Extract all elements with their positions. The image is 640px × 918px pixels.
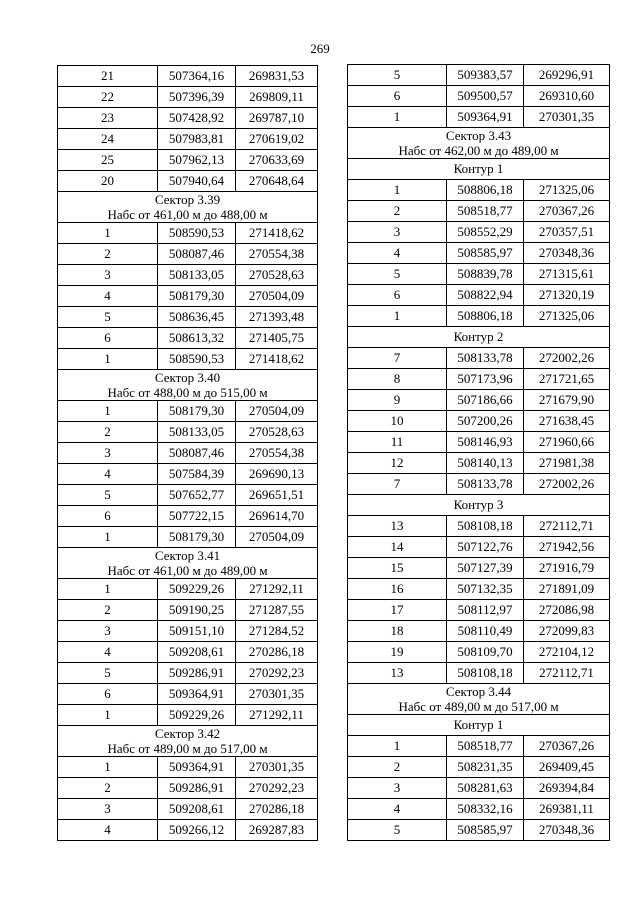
point-number-cell: 7 (348, 474, 447, 495)
x-coordinate-cell: 508179,30 (158, 401, 236, 422)
y-coordinate-cell: 272112,71 (524, 516, 610, 537)
point-number-cell: 2 (58, 422, 158, 443)
coordinate-row (348, 778, 610, 799)
x-coordinate-cell: 508518,77 (447, 736, 524, 757)
y-coordinate-cell: 270357,51 (524, 222, 610, 243)
y-coordinate-cell: 270292,23 (236, 663, 318, 684)
x-coordinate-cell: 509229,26 (158, 579, 236, 600)
x-coordinate-cell: 508839,78 (447, 264, 524, 285)
coordinate-row (348, 306, 610, 327)
point-number-cell: 21 (58, 66, 158, 87)
point-number-cell: 1 (348, 306, 447, 327)
sector-title: Сектор 3.39 (58, 192, 318, 208)
coordinate-row (58, 422, 318, 443)
point-number-cell: 1 (348, 107, 447, 128)
point-number-cell: 6 (348, 86, 447, 107)
coordinate-row (58, 307, 318, 328)
y-coordinate-cell: 271679,90 (524, 390, 610, 411)
y-coordinate-cell: 271292,11 (236, 705, 318, 726)
sector-title-row (58, 726, 318, 742)
y-coordinate-cell: 270648,64 (236, 171, 318, 192)
coordinate-row (348, 642, 610, 663)
y-coordinate-cell: 271325,06 (524, 306, 610, 327)
x-coordinate-cell: 509151,10 (158, 621, 236, 642)
coordinate-row (58, 600, 318, 621)
point-number-cell: 2 (58, 778, 158, 799)
x-coordinate-cell: 508133,78 (447, 474, 524, 495)
sector-range-row (348, 699, 610, 715)
x-coordinate-cell: 509266,12 (158, 820, 236, 841)
y-coordinate-cell: 272112,71 (524, 663, 610, 684)
sector-range: Набс от 461,00 м до 488,00 м (58, 207, 318, 223)
sector-range: Набс от 489,00 м до 517,00 м (58, 741, 318, 757)
x-coordinate-cell: 509383,57 (447, 65, 524, 86)
x-coordinate-cell: 508087,46 (158, 244, 236, 265)
sector-range-row (348, 143, 610, 159)
y-coordinate-cell: 270504,09 (236, 527, 318, 548)
y-coordinate-cell: 271916,79 (524, 558, 610, 579)
coordinate-row (58, 129, 318, 150)
x-coordinate-cell: 508613,32 (158, 328, 236, 349)
y-coordinate-cell: 271721,65 (524, 369, 610, 390)
y-coordinate-cell: 269409,45 (524, 757, 610, 778)
x-coordinate-cell: 509364,91 (447, 107, 524, 128)
y-coordinate-cell: 270504,09 (236, 401, 318, 422)
coordinate-row (58, 464, 318, 485)
y-coordinate-cell: 269809,11 (236, 87, 318, 108)
point-number-cell: 1 (58, 527, 158, 548)
coordinate-row (348, 411, 610, 432)
x-coordinate-cell: 509208,61 (158, 642, 236, 663)
x-coordinate-cell: 508806,18 (447, 306, 524, 327)
contour-header: Контур 1 (348, 715, 610, 736)
y-coordinate-cell: 272086,98 (524, 600, 610, 621)
point-number-cell: 10 (348, 411, 447, 432)
sector-range: Набс от 489,00 м до 517,00 м (348, 699, 610, 715)
y-coordinate-cell: 270528,63 (236, 265, 318, 286)
y-coordinate-cell: 269394,84 (524, 778, 610, 799)
coordinate-row (58, 757, 318, 778)
y-coordinate-cell: 271418,62 (236, 349, 318, 370)
y-coordinate-cell: 271405,75 (236, 328, 318, 349)
point-number-cell: 6 (348, 285, 447, 306)
y-coordinate-cell: 270619,02 (236, 129, 318, 150)
x-coordinate-cell: 508590,53 (158, 223, 236, 244)
y-coordinate-cell: 272104,12 (524, 642, 610, 663)
sector-range-row (58, 385, 318, 401)
sector-title: Сектор 3.42 (58, 726, 318, 742)
coordinate-row (58, 108, 318, 129)
x-coordinate-cell: 508133,05 (158, 422, 236, 443)
coordinate-row (348, 736, 610, 757)
y-coordinate-cell: 271287,55 (236, 600, 318, 621)
sector-range-row (58, 207, 318, 223)
y-coordinate-cell: 271320,19 (524, 285, 610, 306)
sector-title-row (58, 192, 318, 208)
coordinate-row (348, 285, 610, 306)
point-number-cell: 5 (58, 307, 158, 328)
coordinate-row (348, 390, 610, 411)
y-coordinate-cell: 269296,91 (524, 65, 610, 86)
sector-title-row (58, 548, 318, 564)
y-coordinate-cell: 270554,38 (236, 244, 318, 265)
contour-header: Контур 3 (348, 495, 610, 516)
y-coordinate-cell: 270286,18 (236, 799, 318, 820)
point-number-cell: 3 (348, 222, 447, 243)
point-number-cell: 23 (58, 108, 158, 129)
y-coordinate-cell: 269831,53 (236, 66, 318, 87)
x-coordinate-cell: 508281,63 (447, 778, 524, 799)
x-coordinate-cell: 509364,91 (158, 684, 236, 705)
coordinate-row (348, 65, 610, 86)
point-number-cell: 1 (348, 736, 447, 757)
coordinate-row (58, 328, 318, 349)
point-number-cell: 19 (348, 642, 447, 663)
coordinate-row (58, 286, 318, 307)
right-coordinates-table (347, 64, 610, 841)
point-number-cell: 18 (348, 621, 447, 642)
sector-title: Сектор 3.44 (348, 684, 610, 700)
x-coordinate-cell: 508108,18 (447, 663, 524, 684)
x-coordinate-cell: 508636,45 (158, 307, 236, 328)
y-coordinate-cell: 271942,56 (524, 537, 610, 558)
point-number-cell: 4 (348, 243, 447, 264)
y-coordinate-cell: 270367,26 (524, 736, 610, 757)
sector-title-row (348, 684, 610, 700)
coordinate-row (58, 778, 318, 799)
x-coordinate-cell: 508087,46 (158, 443, 236, 464)
y-coordinate-cell: 270367,26 (524, 201, 610, 222)
y-coordinate-cell: 270633,69 (236, 150, 318, 171)
x-coordinate-cell: 508231,35 (447, 757, 524, 778)
x-coordinate-cell: 507584,39 (158, 464, 236, 485)
coordinate-row (348, 107, 610, 128)
coordinate-row (58, 663, 318, 684)
x-coordinate-cell: 509208,61 (158, 799, 236, 820)
sector-range: Набс от 462,00 м до 489,00 м (348, 143, 610, 159)
point-number-cell: 1 (58, 349, 158, 370)
point-number-cell: 4 (58, 820, 158, 841)
y-coordinate-cell: 271284,52 (236, 621, 318, 642)
coordinate-row (348, 516, 610, 537)
coordinate-row (348, 474, 610, 495)
point-number-cell: 17 (348, 600, 447, 621)
coordinate-row (58, 150, 318, 171)
coordinate-row (348, 453, 610, 474)
x-coordinate-cell: 508109,70 (447, 642, 524, 663)
point-number-cell: 24 (58, 129, 158, 150)
point-number-cell: 4 (58, 642, 158, 663)
coordinate-row (58, 265, 318, 286)
point-number-cell: 6 (58, 506, 158, 527)
y-coordinate-cell: 272099,83 (524, 621, 610, 642)
y-coordinate-cell: 271393,48 (236, 307, 318, 328)
y-coordinate-cell: 270348,36 (524, 243, 610, 264)
point-number-cell: 22 (58, 87, 158, 108)
coordinate-row (58, 820, 318, 841)
point-number-cell: 4 (348, 799, 447, 820)
contour-header-row (348, 327, 610, 348)
point-number-cell: 13 (348, 663, 447, 684)
x-coordinate-cell: 507200,26 (447, 411, 524, 432)
coordinate-row (348, 579, 610, 600)
y-coordinate-cell: 269381,11 (524, 799, 610, 820)
point-number-cell: 7 (348, 348, 447, 369)
y-coordinate-cell: 270554,38 (236, 443, 318, 464)
point-number-cell: 15 (348, 558, 447, 579)
y-coordinate-cell: 270301,35 (236, 757, 318, 778)
x-coordinate-cell: 507173,96 (447, 369, 524, 390)
page-number: 269 (310, 41, 330, 56)
point-number-cell: 5 (348, 65, 447, 86)
coordinate-row (348, 757, 610, 778)
point-number-cell: 2 (58, 600, 158, 621)
point-number-cell: 4 (58, 464, 158, 485)
x-coordinate-cell: 507186,66 (447, 390, 524, 411)
point-number-cell: 3 (58, 799, 158, 820)
coordinate-row (348, 621, 610, 642)
left-coordinates-table (57, 65, 318, 841)
coordinate-row (348, 820, 610, 841)
point-number-cell: 20 (58, 171, 158, 192)
y-coordinate-cell: 270301,35 (236, 684, 318, 705)
y-coordinate-cell: 271960,66 (524, 432, 610, 453)
coordinate-row (58, 579, 318, 600)
coordinate-row (348, 86, 610, 107)
contour-header-row (348, 159, 610, 180)
point-number-cell: 2 (348, 757, 447, 778)
coordinate-row (58, 485, 318, 506)
coordinate-row (348, 663, 610, 684)
sector-range: Набс от 461,00 м до 489,00 м (58, 563, 318, 579)
y-coordinate-cell: 269651,51 (236, 485, 318, 506)
coordinate-row (58, 799, 318, 820)
x-coordinate-cell: 507722,15 (158, 506, 236, 527)
x-coordinate-cell: 508146,93 (447, 432, 524, 453)
y-coordinate-cell: 271315,61 (524, 264, 610, 285)
x-coordinate-cell: 508179,30 (158, 527, 236, 548)
y-coordinate-cell: 269287,83 (236, 820, 318, 841)
y-coordinate-cell: 270301,35 (524, 107, 610, 128)
x-coordinate-cell: 507132,35 (447, 579, 524, 600)
x-coordinate-cell: 509190,25 (158, 600, 236, 621)
point-number-cell: 5 (58, 663, 158, 684)
point-number-cell: 1 (58, 705, 158, 726)
sector-title: Сектор 3.41 (58, 548, 318, 564)
x-coordinate-cell: 508585,97 (447, 820, 524, 841)
contour-header: Контур 1 (348, 159, 610, 180)
y-coordinate-cell: 270286,18 (236, 642, 318, 663)
coordinate-row (58, 705, 318, 726)
x-coordinate-cell: 508110,49 (447, 621, 524, 642)
x-coordinate-cell: 508806,18 (447, 180, 524, 201)
point-number-cell: 5 (348, 264, 447, 285)
point-number-cell: 25 (58, 150, 158, 171)
point-number-cell: 5 (348, 820, 447, 841)
point-number-cell: 6 (58, 684, 158, 705)
point-number-cell: 16 (348, 579, 447, 600)
y-coordinate-cell: 270348,36 (524, 820, 610, 841)
y-coordinate-cell: 269614,70 (236, 506, 318, 527)
point-number-cell: 4 (58, 286, 158, 307)
x-coordinate-cell: 508133,05 (158, 265, 236, 286)
y-coordinate-cell: 269787,10 (236, 108, 318, 129)
coordinate-row (58, 223, 318, 244)
point-number-cell: 11 (348, 432, 447, 453)
contour-header-row (348, 495, 610, 516)
x-coordinate-cell: 508585,97 (447, 243, 524, 264)
x-coordinate-cell: 507122,76 (447, 537, 524, 558)
x-coordinate-cell: 507983,81 (158, 129, 236, 150)
x-coordinate-cell: 509364,91 (158, 757, 236, 778)
point-number-cell: 3 (58, 621, 158, 642)
coordinate-row (58, 621, 318, 642)
x-coordinate-cell: 507962,13 (158, 150, 236, 171)
point-number-cell: 3 (58, 443, 158, 464)
point-number-cell: 12 (348, 453, 447, 474)
coordinate-row (58, 684, 318, 705)
sector-title-row (58, 370, 318, 386)
x-coordinate-cell: 507428,92 (158, 108, 236, 129)
coordinate-row (58, 527, 318, 548)
x-coordinate-cell: 507396,39 (158, 87, 236, 108)
y-coordinate-cell: 271292,11 (236, 579, 318, 600)
y-coordinate-cell: 270292,23 (236, 778, 318, 799)
coordinate-row (348, 600, 610, 621)
point-number-cell: 1 (58, 223, 158, 244)
coordinate-row (348, 369, 610, 390)
y-coordinate-cell: 272002,26 (524, 348, 610, 369)
y-coordinate-cell: 271418,62 (236, 223, 318, 244)
x-coordinate-cell: 509500,57 (447, 86, 524, 107)
x-coordinate-cell: 508112,97 (447, 600, 524, 621)
x-coordinate-cell: 507127,39 (447, 558, 524, 579)
coordinate-row (58, 642, 318, 663)
y-coordinate-cell: 269310,60 (524, 86, 610, 107)
contour-header: Контур 2 (348, 327, 610, 348)
x-coordinate-cell: 508552,29 (447, 222, 524, 243)
point-number-cell: 1 (58, 579, 158, 600)
point-number-cell: 3 (348, 778, 447, 799)
y-coordinate-cell: 269690,13 (236, 464, 318, 485)
coordinate-row (58, 66, 318, 87)
point-number-cell: 8 (348, 369, 447, 390)
y-coordinate-cell: 271981,38 (524, 453, 610, 474)
x-coordinate-cell: 509286,91 (158, 663, 236, 684)
x-coordinate-cell: 508518,77 (447, 201, 524, 222)
coordinate-row (348, 558, 610, 579)
coordinate-row (58, 349, 318, 370)
y-coordinate-cell: 271638,45 (524, 411, 610, 432)
sector-title-row (348, 128, 610, 144)
coordinate-row (58, 171, 318, 192)
coordinate-row (348, 348, 610, 369)
point-number-cell: 14 (348, 537, 447, 558)
x-coordinate-cell: 508140,13 (447, 453, 524, 474)
x-coordinate-cell: 509286,91 (158, 778, 236, 799)
point-number-cell: 2 (348, 201, 447, 222)
sector-range-row (58, 741, 318, 757)
y-coordinate-cell: 270528,63 (236, 422, 318, 443)
sector-title: Сектор 3.43 (348, 128, 610, 144)
coordinate-row (58, 87, 318, 108)
y-coordinate-cell: 272002,26 (524, 474, 610, 495)
coordinate-row (58, 506, 318, 527)
coordinate-row (348, 180, 610, 201)
coordinate-row (348, 537, 610, 558)
coordinate-row (348, 799, 610, 820)
y-coordinate-cell: 270504,09 (236, 286, 318, 307)
x-coordinate-cell: 508590,53 (158, 349, 236, 370)
y-coordinate-cell: 271325,06 (524, 180, 610, 201)
point-number-cell: 13 (348, 516, 447, 537)
sector-range: Набс от 488,00 м до 515,00 м (58, 385, 318, 401)
coordinate-row (58, 244, 318, 265)
coordinate-row (348, 222, 610, 243)
x-coordinate-cell: 507940,64 (158, 171, 236, 192)
point-number-cell: 9 (348, 390, 447, 411)
point-number-cell: 2 (58, 244, 158, 265)
coordinate-row (348, 201, 610, 222)
coordinate-row (58, 443, 318, 464)
sector-range-row (58, 563, 318, 579)
coordinate-row (58, 401, 318, 422)
x-coordinate-cell: 508332,16 (447, 799, 524, 820)
point-number-cell: 3 (58, 265, 158, 286)
sector-title: Сектор 3.40 (58, 370, 318, 386)
x-coordinate-cell: 507364,16 (158, 66, 236, 87)
contour-header-row (348, 715, 610, 736)
coordinate-row (348, 264, 610, 285)
coordinate-row (348, 243, 610, 264)
x-coordinate-cell: 508822,94 (447, 285, 524, 306)
point-number-cell: 5 (58, 485, 158, 506)
x-coordinate-cell: 508133,78 (447, 348, 524, 369)
x-coordinate-cell: 508108,18 (447, 516, 524, 537)
coordinate-row (348, 432, 610, 453)
y-coordinate-cell: 271891,09 (524, 579, 610, 600)
x-coordinate-cell: 507652,77 (158, 485, 236, 506)
point-number-cell: 1 (348, 180, 447, 201)
point-number-cell: 1 (58, 401, 158, 422)
x-coordinate-cell: 509229,26 (158, 705, 236, 726)
point-number-cell: 1 (58, 757, 158, 778)
point-number-cell: 6 (58, 328, 158, 349)
x-coordinate-cell: 508179,30 (158, 286, 236, 307)
